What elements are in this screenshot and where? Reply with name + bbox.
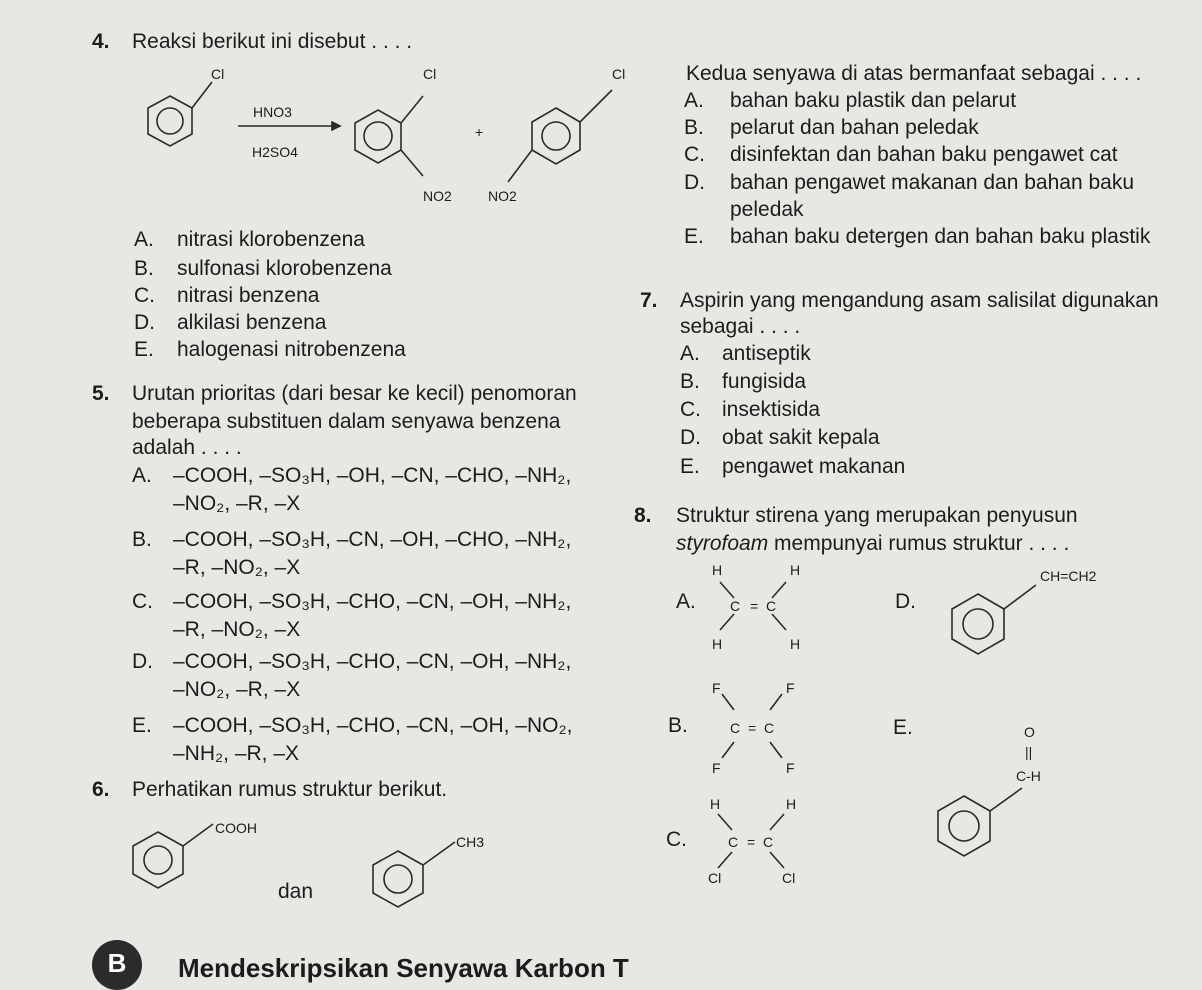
q8-e-substituent: C-H xyxy=(1016,768,1041,784)
q4-option-e-letter: E. xyxy=(134,338,154,361)
question-5-line2: beberapa substituen dalam senyawa benzena xyxy=(132,410,561,433)
q5-option-c-letter: C. xyxy=(132,590,153,613)
q4-option-c-letter: C. xyxy=(134,284,155,307)
q7-option-b-text[interactable]: fungisida xyxy=(722,370,807,393)
q6-struct2-label: CH3 xyxy=(456,834,485,850)
q5-option-e-letter: E. xyxy=(132,714,152,737)
q8-option-e-letter[interactable]: E. xyxy=(893,716,913,739)
q8-e-double-bond: || xyxy=(1025,744,1033,760)
q7-option-b-letter: B. xyxy=(680,370,700,393)
q6-option-c-text[interactable]: disinfektan dan bahan baku pengawet cat xyxy=(730,143,1118,166)
question-5-line1: Urutan prioritas (dari besar ke kecil) penomoran xyxy=(132,382,577,405)
q5-option-c-line1[interactable]: –COOH, –SO₃H, –CHO, –CN, –OH, –NH₂, xyxy=(173,590,572,613)
q8-a-atom-bottom-left: H xyxy=(712,636,723,652)
q8-c-atom-top-right: H xyxy=(786,796,797,812)
q8-c-carbon-2: C xyxy=(763,834,774,850)
q8-c-atom-bottom-left: Cl xyxy=(708,870,722,886)
q4-option-a-text[interactable]: nitrasi klorobenzena xyxy=(177,228,365,251)
q4-option-a-letter: A. xyxy=(134,228,154,251)
q6-option-a-letter: A. xyxy=(684,89,704,112)
styrene-ring-option-d xyxy=(952,594,1004,654)
q7-option-c-letter: C. xyxy=(680,398,701,421)
product1-top-substituent: Cl xyxy=(423,66,437,82)
q8-b-double-bond: = xyxy=(748,720,757,736)
product1-bottom-substituent: NO2 xyxy=(423,188,452,204)
q8-c-double-bond: = xyxy=(747,834,756,850)
question-8-line2-rest: mempunyai rumus struktur . . . . xyxy=(768,532,1070,555)
section-badge: B xyxy=(92,940,142,990)
q5-option-a-letter: A. xyxy=(132,464,152,487)
q8-e-oxygen: O xyxy=(1024,724,1035,740)
q6-option-d-text[interactable]: bahan pengawet makanan dan bahan baku xyxy=(730,171,1135,194)
question-7-line1: Aspirin yang mengandung asam salisilat digunakan xyxy=(680,289,1159,312)
q7-option-a-text[interactable]: antiseptik xyxy=(722,342,811,365)
q5-option-a-line1[interactable]: –COOH, –SO₃H, –OH, –CN, –CHO, –NH₂, xyxy=(173,464,572,487)
q6-struct1-label: COOH xyxy=(215,820,257,836)
q8-a-atom-top-right: H xyxy=(790,562,801,578)
q6-connector: dan xyxy=(278,880,314,903)
q8-b-atom-top-left: F xyxy=(712,680,721,696)
q8-a-carbon-2: C xyxy=(766,598,777,614)
q8-c-atom-bottom-right: Cl xyxy=(782,870,796,886)
question-5-line3: adalah . . . . xyxy=(132,436,242,459)
q8-b-atom-top-right: F xyxy=(786,680,795,696)
q6-option-d-text-line2: peledak xyxy=(730,198,804,221)
q6-option-b-letter: B. xyxy=(684,116,704,139)
q8-c-carbon-1: C xyxy=(728,834,739,850)
q8-c-atom-top-left: H xyxy=(710,796,721,812)
reactant-substituent: Cl xyxy=(211,66,225,82)
q8-d-substituent: CH=CH2 xyxy=(1040,568,1097,584)
question-6-number: 6. xyxy=(92,778,110,801)
question-4-text: Reaksi berikut ini disebut . . . . xyxy=(132,30,413,53)
question-7-number: 7. xyxy=(640,289,658,312)
q5-option-b-line1[interactable]: –COOH, –SO₃H, –CN, –OH, –CHO, –NH₂, xyxy=(173,528,572,551)
q6-option-b-text[interactable]: pelarut dan bahan peledak xyxy=(730,116,979,139)
q8-b-carbon-2: C xyxy=(764,720,775,736)
reagent-top: HNO3 xyxy=(253,104,292,120)
question-6-text: Perhatikan rumus struktur berikut. xyxy=(132,778,448,801)
question-5-number: 5. xyxy=(92,382,110,405)
question-7-line2: sebagai . . . . xyxy=(680,315,801,338)
q7-option-e-text[interactable]: pengawet makanan xyxy=(722,455,906,478)
q5-option-e-line2: –NH₂, –R, –X xyxy=(173,742,300,765)
q4-option-d-letter: D. xyxy=(134,311,155,334)
q4-option-c-text[interactable]: nitrasi benzena xyxy=(177,284,320,307)
product2-top-substituent: Cl xyxy=(612,66,626,82)
styrofoam-term: styrofoam xyxy=(676,532,769,555)
q4-option-e-text[interactable]: halogenasi nitrobenzena xyxy=(177,338,406,361)
plus-sign: + xyxy=(475,124,484,140)
q8-a-double-bond: = xyxy=(750,598,759,614)
q7-option-e-letter: E. xyxy=(680,455,700,478)
q8-b-carbon-1: C xyxy=(730,720,741,736)
q8-a-carbon-1: C xyxy=(730,598,741,614)
q5-option-c-line2: –R, –NO₂, –X xyxy=(173,618,301,641)
q6-option-e-letter: E. xyxy=(684,225,704,248)
q6-continuation: Kedua senyawa di atas bermanfaat sebagai . . . . xyxy=(686,62,1142,85)
q6-option-a-text[interactable]: bahan baku plastik dan pelarut xyxy=(730,89,1017,112)
q5-option-d-letter: D. xyxy=(132,650,153,673)
q5-option-d-line2: –NO₂, –R, –X xyxy=(173,678,301,701)
q5-option-b-line2: –R, –NO₂, –X xyxy=(173,556,301,579)
q8-option-b-letter[interactable]: B. xyxy=(668,714,688,737)
q7-option-c-text[interactable]: insektisida xyxy=(722,398,821,421)
section-title: Mendeskripsikan Senyawa Karbon T xyxy=(178,953,629,983)
q8-b-atom-bottom-left: F xyxy=(712,760,721,776)
q8-option-d-letter[interactable]: D. xyxy=(895,590,916,613)
product2-bottom-substituent: NO2 xyxy=(488,188,517,204)
q6-option-d-letter: D. xyxy=(684,171,705,194)
question-4-number: 4. xyxy=(92,30,110,53)
question-8-line1: Struktur stirena yang merupakan penyusun xyxy=(676,504,1078,527)
q6-option-e-text[interactable]: bahan baku detergen dan bahan baku plastik xyxy=(730,225,1151,248)
q8-a-atom-top-left: H xyxy=(712,562,723,578)
benzaldehyde-ring-option-e xyxy=(938,796,990,856)
q5-option-d-line1[interactable]: –COOH, –SO₃H, –CHO, –CN, –OH, –NH₂, xyxy=(173,650,572,673)
q8-b-atom-bottom-right: F xyxy=(786,760,795,776)
q6-option-c-letter: C. xyxy=(684,143,705,166)
q7-option-a-letter: A. xyxy=(680,342,700,365)
q4-option-b-text[interactable]: sulfonasi klorobenzena xyxy=(177,257,392,280)
q7-option-d-text[interactable]: obat sakit kepala xyxy=(722,426,880,449)
reagent-bottom: H2SO4 xyxy=(252,144,298,160)
q5-option-e-line1[interactable]: –COOH, –SO₃H, –CHO, –CN, –OH, –NO₂, xyxy=(173,714,573,737)
q8-option-c-letter[interactable]: C. xyxy=(666,828,687,851)
q8-a-atom-bottom-right: H xyxy=(790,636,801,652)
q4-option-d-text[interactable]: alkilasi benzena xyxy=(177,311,327,334)
q5-option-b-letter: B. xyxy=(132,528,152,551)
q4-option-b-letter: B. xyxy=(134,257,154,280)
q7-option-d-letter: D. xyxy=(680,426,701,449)
q5-option-a-line2: –NO₂, –R, –X xyxy=(173,492,301,515)
question-8-number: 8. xyxy=(634,504,652,527)
q8-option-a-letter[interactable]: A. xyxy=(676,590,696,613)
